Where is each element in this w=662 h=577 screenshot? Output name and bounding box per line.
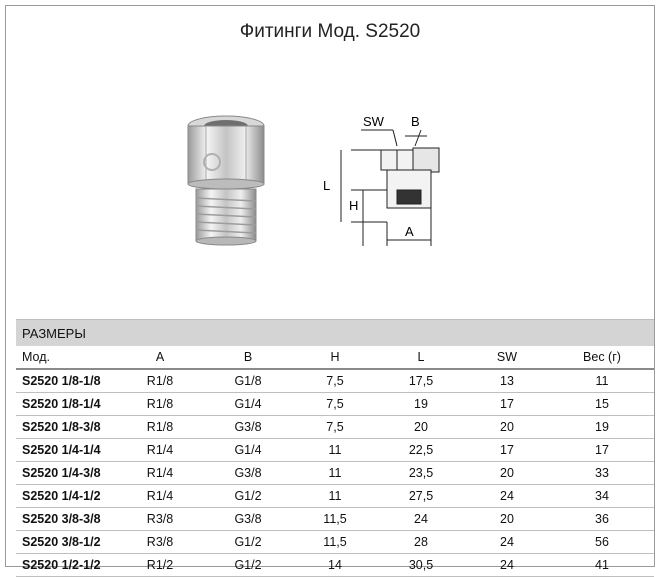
- document-frame: [5, 5, 655, 572]
- dimensions-table: [16, 346, 654, 577]
- cell-l: 27,5: [378, 485, 464, 508]
- cell-model: S2520 1/4-3/8: [16, 462, 116, 485]
- cell-h: 11,5: [292, 531, 378, 554]
- b-label: B: [411, 114, 420, 129]
- cell-model: S2520 1/2-1/2: [16, 554, 116, 577]
- table-row: [16, 508, 654, 531]
- column-header-model: Мод.: [16, 346, 116, 369]
- cell-h: 11: [292, 485, 378, 508]
- cell-model: S2520 1/4-1/4: [16, 439, 116, 462]
- cell-a: R1/8: [116, 393, 204, 416]
- cell-l: 17,5: [378, 369, 464, 393]
- cell-b: G1/2: [204, 554, 292, 577]
- cell-model: S2520 1/8-1/4: [16, 393, 116, 416]
- cell-b: G1/4: [204, 393, 292, 416]
- cell-b: G1/2: [204, 485, 292, 508]
- cell-a: R1/2: [116, 554, 204, 577]
- cell-sw: 17: [464, 393, 550, 416]
- table-header-row: [16, 346, 654, 369]
- cell-a: R1/4: [116, 462, 204, 485]
- h-label: H: [349, 198, 359, 213]
- table-row: [16, 531, 654, 554]
- cell-b: G1/4: [204, 439, 292, 462]
- a-label: A: [405, 224, 414, 239]
- dimension-drawing: [311, 106, 471, 256]
- cell-weight: 41: [550, 554, 654, 577]
- cell-weight: 34: [550, 485, 654, 508]
- cell-l: 19: [378, 393, 464, 416]
- cell-b: G1/2: [204, 531, 292, 554]
- cell-sw: 17: [464, 439, 550, 462]
- cell-sw: 20: [464, 416, 550, 439]
- cell-l: 23,5: [378, 462, 464, 485]
- sw-label: SW: [363, 114, 384, 129]
- cell-sw: 24: [464, 485, 550, 508]
- cell-model: S2520 3/8-1/2: [16, 531, 116, 554]
- table-row: [16, 369, 654, 393]
- section-header: РАЗМЕРЫ: [16, 319, 654, 346]
- cell-model: S2520 1/4-1/2: [16, 485, 116, 508]
- cell-sw: 20: [464, 508, 550, 531]
- table-row: [16, 485, 654, 508]
- cell-b: G3/8: [204, 416, 292, 439]
- cell-h: 11,5: [292, 508, 378, 531]
- table-row: [16, 462, 654, 485]
- column-header-weight: Вес (г): [550, 346, 654, 369]
- column-header-a: A: [116, 346, 204, 369]
- column-header-sw: SW: [464, 346, 550, 369]
- cell-h: 7,5: [292, 369, 378, 393]
- cell-model: S2520 1/8-1/8: [16, 369, 116, 393]
- cell-h: 11: [292, 462, 378, 485]
- cell-weight: 36: [550, 508, 654, 531]
- cell-a: R1/4: [116, 439, 204, 462]
- l-label: L: [323, 178, 331, 193]
- table-row: [16, 554, 654, 577]
- page-title: Фитинги Мод. S2520: [239, 21, 421, 42]
- cell-l: 22,5: [378, 439, 464, 462]
- cell-sw: 24: [464, 554, 550, 577]
- table-row: [16, 416, 654, 439]
- cell-b: G3/8: [204, 462, 292, 485]
- column-header-h: H: [292, 346, 378, 369]
- cell-h: 7,5: [292, 393, 378, 416]
- cell-b: G3/8: [204, 508, 292, 531]
- cell-b: G1/8: [204, 369, 292, 393]
- cell-l: 20: [378, 416, 464, 439]
- cell-sw: 24: [464, 531, 550, 554]
- column-header-b: B: [204, 346, 292, 369]
- dimensions-section: [16, 319, 654, 577]
- cell-model: S2520 3/8-3/8: [16, 508, 116, 531]
- cell-h: 14: [292, 554, 378, 577]
- cell-a: R3/8: [116, 508, 204, 531]
- cell-weight: 19: [550, 416, 654, 439]
- cell-l: 30,5: [378, 554, 464, 577]
- cell-sw: 13: [464, 369, 550, 393]
- fitting-photo: [176, 106, 276, 256]
- cell-model: S2520 1/8-3/8: [16, 416, 116, 439]
- cell-weight: 56: [550, 531, 654, 554]
- column-header-l: L: [378, 346, 464, 369]
- cell-weight: 33: [550, 462, 654, 485]
- cell-h: 11: [292, 439, 378, 462]
- cell-a: R3/8: [116, 531, 204, 554]
- cell-l: 28: [378, 531, 464, 554]
- cell-sw: 20: [464, 462, 550, 485]
- cell-a: R1/4: [116, 485, 204, 508]
- table-row: [16, 439, 654, 462]
- cell-h: 7,5: [292, 416, 378, 439]
- cell-weight: 17: [550, 439, 654, 462]
- cell-a: R1/8: [116, 369, 204, 393]
- cell-a: R1/8: [116, 416, 204, 439]
- cell-l: 24: [378, 508, 464, 531]
- cell-weight: 11: [550, 369, 654, 393]
- table-row: [16, 393, 654, 416]
- cell-weight: 15: [550, 393, 654, 416]
